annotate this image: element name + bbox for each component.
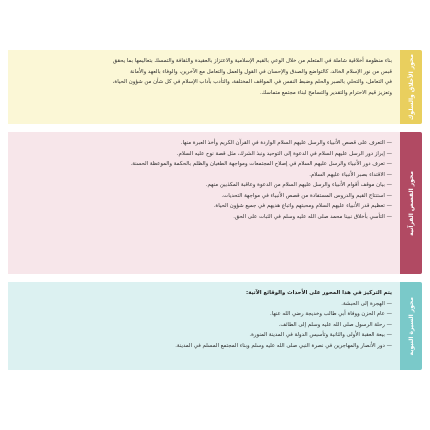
bullet-line: — دور الأنصار والمهاجرين في نصرة النبي صلى الله عليه وسلم وبناء المجتمع المسلم في المدينة. [175, 342, 392, 349]
bullet-line: — الهجرة إلى الحبشة. [341, 300, 392, 307]
bullet-line: — التأسي بأخلاق نبينا محمد صلى الله عليه وسلم في الثبات على الحق. [233, 213, 392, 220]
text-line: وتعزيز قيم الاحترام والتقدير والتسامح لبناء مجتمع متماسك. [260, 89, 392, 96]
section-quran-stories [8, 132, 422, 274]
section-ethics-tab [400, 50, 422, 124]
bullet-line: — عام الحزن ووفاة أبي طالب وخديجة رضي الله عنها. [270, 311, 392, 318]
section-intro-line: يتم التركيز في هذا المحور على الأحداث والوقائع الآتية: [246, 290, 392, 296]
bullet-line: — تعرف دور الأنبياء والرسل عليهم السلام في إصلاح المجتمعات ومواجهة الطغيان والظلم بالحكمة والموعظة الحسنة. [130, 161, 392, 168]
bullet-line: — بيعة العقبة الأولى والثانية وتأسيس الدولة في المدينة المنورة. [249, 332, 392, 339]
bullet-line: — الاقتداء بصبر الأنبياء عليهم السلام. [309, 171, 392, 178]
bullet-line: — استنتاج القيم والدروس المستفادة من قصص الأنبياء في مواجهة التحديات. [221, 192, 392, 199]
bullet-line: — إبراز دور الرسل عليهم السلام في الدعوة إلى التوحيد ونبذ الشرك، مثل قصة نوح عليه السلام. [176, 150, 392, 157]
section-prophet-biography-tab-label: محور السيرة النبوية [407, 296, 415, 356]
section-prophet-biography [8, 282, 422, 370]
bullet-line: — تعظيم قدر الأنبياء عليهم السلام ومحبتهم واتباع هديهم في جميع شؤون الحياة. [213, 203, 392, 210]
section-quran-stories-content [8, 132, 400, 274]
bullet-line: — رحلة الرسول صلى الله عليه وسلم إلى الطائف. [278, 321, 392, 328]
section-prophet-biography-tab [400, 282, 422, 370]
text-line: في التعامل، والتحلي بالصبر والحلم وضبط النفس في المواقف المختلفة، والتأدب بآداب الإسلام في كل شأن من شؤون الحياة، [112, 79, 392, 86]
section-ethics-content [8, 50, 400, 124]
section-quran-stories-tab-label: محور القصص القرآنية [407, 170, 415, 236]
section-ethics [8, 50, 422, 124]
text-line: بناء منظومة أخلاقية شاملة في المتعلم من خلال الوعي بالقيم الإسلامية والاعتزاز بالعقيدة والثقافة والتمسك بتعاليمها بما يحقق [112, 58, 392, 64]
bullet-line: — بيان موقف أقوام الأنبياء والرسل عليهم السلام من الدعوة وعاقبة المكذبين منهم. [205, 182, 392, 189]
bullet-line: — التعرف على قصص الأنبياء والرسل عليهم السلام الواردة في القرآن الكريم وأخذ العبرة منها. [180, 140, 392, 146]
text-line: قبس من نور الإسلام الخالد، كالتواضع والصدق والإحسان في القول والعمل والتعامل مع الآخرين، والوفاء بالعهد والأمانة [130, 68, 392, 75]
section-ethics-tab-label: محور الأخلاق والسلوك [407, 53, 415, 121]
section-prophet-biography-content [8, 282, 400, 370]
section-quran-stories-tab [400, 132, 422, 274]
